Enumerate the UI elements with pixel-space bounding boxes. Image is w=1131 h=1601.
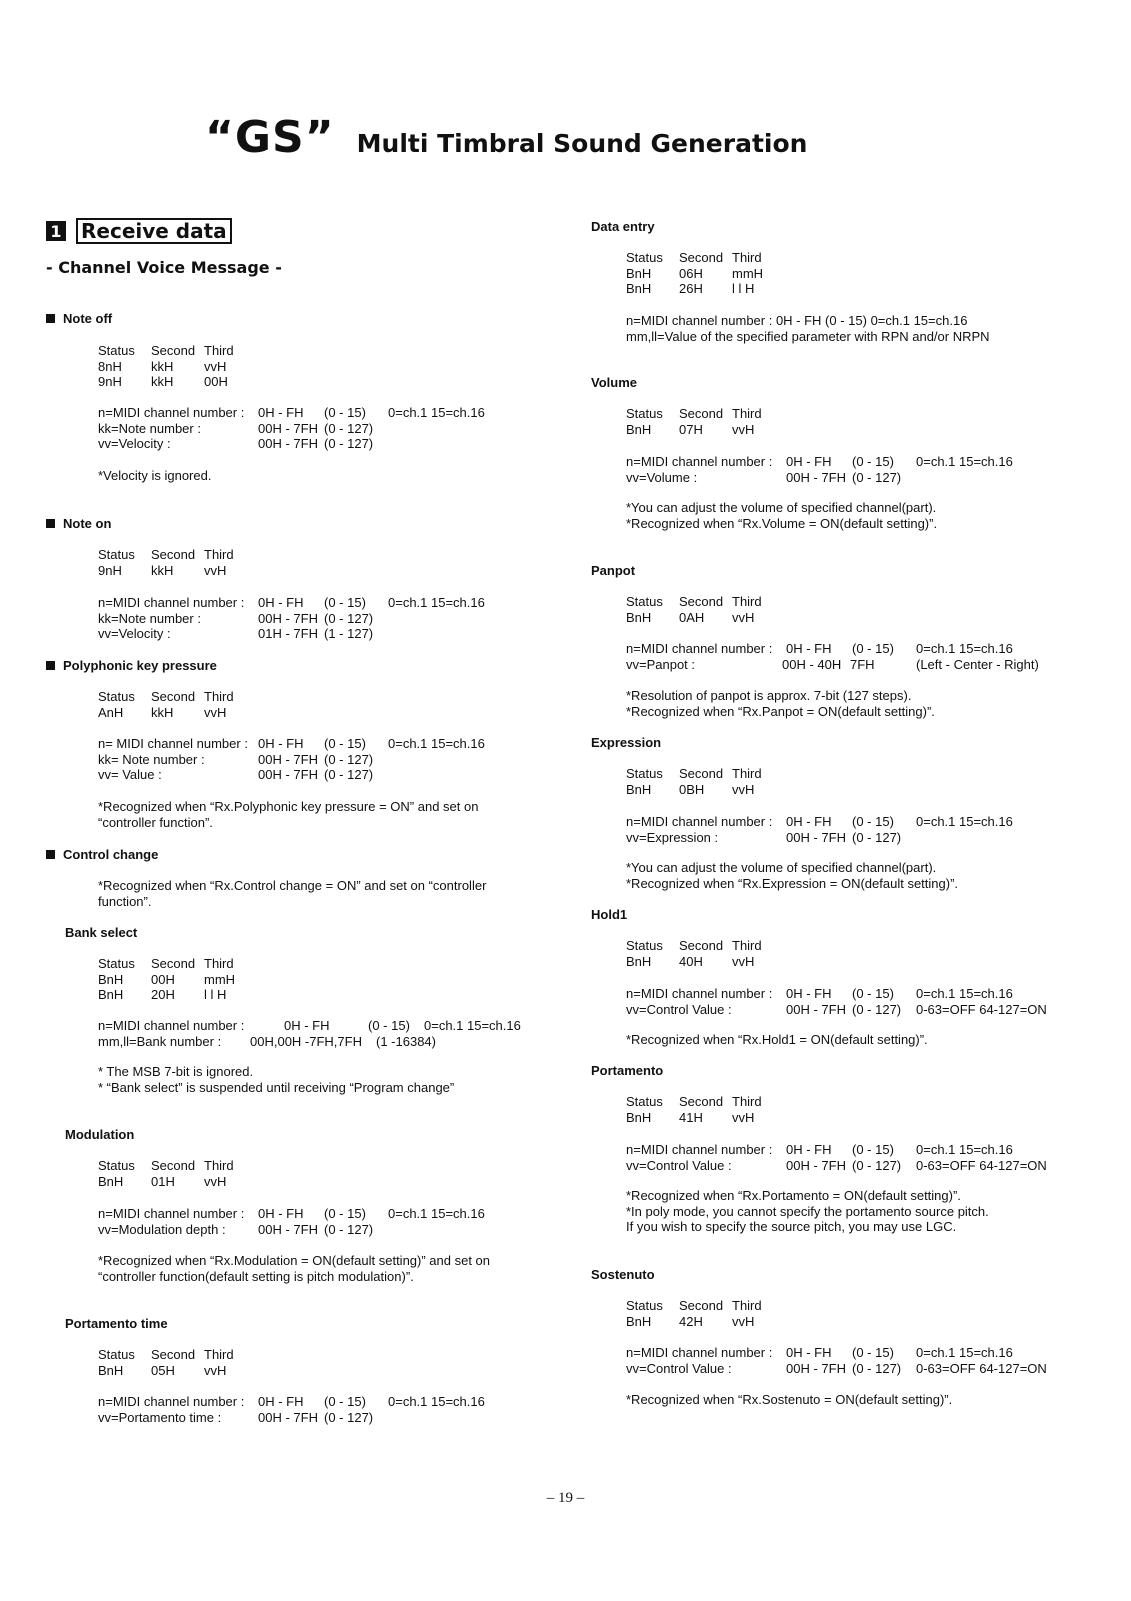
text-cell: BnH [626, 421, 652, 437]
text-cell: n=MIDI channel number : [626, 641, 773, 656]
text-cell: (0 - 127) [324, 420, 374, 436]
text-cell: Third [732, 594, 762, 609]
text-cell: 0=ch.1 15=ch.16 [916, 814, 1013, 829]
text-cell: (0 - 15) [852, 814, 894, 829]
ranges-bank-select [98, 1018, 521, 1049]
text-cell: 9nH [98, 562, 122, 578]
table-sostenuto [626, 1298, 762, 1329]
text-cell: 00H - 7FH [258, 436, 318, 451]
text-cell: 0H - FH [284, 1018, 330, 1033]
text-cell: Note on [63, 516, 112, 531]
text-cell: 00H [204, 374, 228, 389]
text-cell: Second [151, 547, 196, 562]
text-cell: Third [732, 406, 762, 421]
text-cell: 00H - 7FH [258, 420, 318, 436]
text-cell: n= MIDI channel number : [98, 736, 248, 751]
text-cell: vv=Velocity : [98, 436, 171, 451]
text-cell: Second [151, 956, 196, 971]
text-cell: 0=ch.1 15=ch.16 [388, 595, 485, 610]
text-cell: *In poly mode, you cannot specify the portamento source pitch. [626, 1203, 989, 1219]
text-cell: (0 - 127) [324, 767, 374, 782]
heading-bank-select: Bank select [65, 925, 138, 940]
text-cell: vvH [204, 704, 227, 720]
text-cell: 0=ch.1 15=ch.16 [916, 641, 1013, 656]
table-modulation [98, 1158, 234, 1189]
ranges-modulation [98, 1206, 485, 1237]
text-cell: 0=ch.1 15=ch.16 [388, 736, 485, 751]
text-cell: 05H [151, 1362, 175, 1378]
text-cell: Third [732, 938, 762, 953]
text-cell: 20H [151, 987, 175, 1002]
table-hold1 [626, 938, 762, 969]
text-cell: 0H - FH [258, 1206, 304, 1221]
text-cell: (0 - 127) [324, 1409, 374, 1425]
text-cell: Third [732, 1094, 762, 1109]
text-cell: Status [98, 689, 135, 704]
ranges-sostenuto [626, 1345, 1047, 1376]
section-title: Receive data [76, 218, 232, 244]
text-cell: (0 - 15) [852, 986, 894, 1001]
text-cell: Third [732, 250, 762, 265]
text-cell: 00H,00H -7FH,7FH [250, 1033, 362, 1049]
text-cell: vv=Portamento time : [98, 1409, 222, 1425]
text-cell: Status [626, 250, 663, 265]
text-cell: n=MIDI channel number : [98, 595, 245, 610]
text-cell: kk=Note number : [98, 420, 201, 436]
text-cell: BnH [626, 781, 652, 797]
text-cell: Note off [63, 311, 113, 326]
text-cell: 0-63=OFF 64-127=ON [916, 1001, 1047, 1017]
text-cell: vvH [732, 609, 755, 625]
text-cell: mmH [204, 971, 236, 987]
text-cell: 9nH [98, 374, 122, 389]
text-cell: Second [151, 689, 196, 704]
text-cell: Second [679, 406, 724, 421]
text-cell: Status [626, 766, 663, 781]
note-poly-pressure [98, 799, 478, 830]
text-cell: 00H - 7FH [786, 1157, 846, 1173]
text-cell: BnH [626, 1313, 652, 1329]
text-cell: (0 - 127) [324, 436, 374, 451]
text-cell: vv=Velocity : [98, 626, 171, 641]
text-cell: *Recognized when “Rx.Modulation = ON(default setting)” and set on [98, 1253, 491, 1268]
table-note-on [98, 547, 234, 578]
text-cell: *You can adjust the volume of specified channel(part). [626, 860, 937, 875]
text-cell: 00H - 7FH [258, 767, 318, 782]
text-cell: 0H - FH [786, 986, 832, 1001]
text-cell: Third [204, 1158, 234, 1173]
text-cell: *Recognized when “Rx.Hold1 = ON(default setting)”. [626, 1032, 928, 1047]
text-cell: * “Bank select” is suspended until receiving “Program change” [98, 1079, 455, 1095]
text-cell: vv=Modulation depth : [98, 1221, 226, 1237]
text-cell: 00H - 7FH [786, 829, 846, 845]
text-cell: (0 - 15) [324, 1206, 366, 1221]
text-cell: (0 - 15) [368, 1018, 410, 1033]
text-cell: (0 - 127) [324, 610, 374, 626]
text-cell: *Recognized when “Rx.Control change = ON” and set on “controller [98, 878, 487, 893]
title-text: Multi Timbral Sound Generation [356, 129, 808, 158]
text-cell: 0H - FH [258, 1394, 304, 1409]
text-cell: (Left - Center - Right) [916, 656, 1039, 672]
text-cell: 00H - 7FH [786, 1360, 846, 1376]
text-cell: vvH [732, 421, 755, 437]
text-cell: Second [151, 1347, 196, 1362]
text-cell: l l H [732, 281, 755, 296]
text-cell: 0=ch.1 15=ch.16 [916, 986, 1013, 1001]
text-cell: Third [732, 1298, 762, 1313]
text-cell: *You can adjust the volume of specified channel(part). [626, 500, 937, 515]
text-cell: n=MIDI channel number : [98, 1394, 245, 1409]
text-cell: 00H - 7FH [258, 1221, 318, 1237]
text-cell: (0 - 127) [852, 469, 902, 485]
ranges-note-off [98, 405, 485, 452]
text-cell: 0=ch.1 15=ch.16 [388, 405, 485, 420]
text-cell: function”. [98, 893, 152, 909]
text-cell: 0AH [679, 609, 705, 625]
note-sostenuto [626, 1392, 952, 1408]
text-cell: 8nH [98, 358, 122, 374]
text-cell: *Velocity is ignored. [98, 468, 212, 483]
heading-sostenuto: Sostenuto [591, 1267, 655, 1282]
bullet-square-icon [46, 519, 55, 528]
text-cell: “controller function”. [98, 814, 213, 830]
text-cell: Status [626, 1094, 663, 1109]
text-cell: n=MIDI channel number : [98, 1206, 245, 1221]
table-bank-select [98, 956, 235, 1003]
text-cell: Second [151, 1158, 196, 1173]
text-cell: vvH [732, 1109, 755, 1125]
text-cell: *Recognized when “Rx.Expression = ON(default setting)”. [626, 875, 959, 891]
text-cell: Status [98, 1347, 135, 1362]
text-cell: (0 - 15) [324, 736, 366, 751]
text-cell: 0H - FH [786, 454, 832, 469]
note-modulation [98, 1253, 490, 1284]
table-note-off [98, 343, 234, 390]
text-cell: BnH [98, 987, 124, 1002]
ranges-expression [626, 814, 1013, 845]
text-cell: vv=Control Value : [626, 1001, 732, 1017]
text-cell: 00H - 7FH [786, 1001, 846, 1017]
text-cell: vvH [204, 562, 227, 578]
text-cell: n=MIDI channel number : [98, 405, 245, 420]
text-cell: 01H [151, 1173, 175, 1189]
text-cell: (0 - 127) [324, 1221, 374, 1237]
note-control-change [98, 878, 486, 909]
text-cell: Second [679, 1094, 724, 1109]
heading-portamento: Portamento [591, 1063, 664, 1078]
text-cell: Second [679, 1298, 724, 1313]
text-cell: kkH [151, 358, 174, 374]
page-number: – 19 – [546, 1490, 585, 1506]
text-cell: 0BH [679, 781, 705, 797]
note-portamento [626, 1188, 989, 1235]
text-cell: mm,ll=Bank number : [98, 1033, 222, 1049]
text-cell: 00H - 40H [782, 656, 842, 672]
heading-note-off [46, 311, 112, 326]
text-cell: 07H [679, 421, 703, 437]
text-cell: 0H - FH [258, 595, 304, 610]
text-cell: 0H - FH [258, 736, 304, 751]
text-cell: 0=ch.1 15=ch.16 [916, 454, 1013, 469]
text-cell: BnH [626, 265, 652, 281]
lines-data-entry [626, 313, 990, 344]
text-cell: kkH [151, 704, 174, 720]
text-cell: (1 - 127) [324, 626, 374, 641]
text-cell: (0 - 15) [324, 405, 366, 420]
text-cell: BnH [98, 1173, 124, 1189]
text-cell: 00H - 7FH [258, 751, 318, 767]
heading-data-entry: Data entry [591, 219, 655, 234]
text-cell: * The MSB 7-bit is ignored. [98, 1064, 254, 1079]
subtitle: - Channel Voice Message - [46, 258, 282, 277]
text-cell: Third [732, 766, 762, 781]
note-note-off [98, 468, 211, 484]
text-cell: 0=ch.1 15=ch.16 [388, 1206, 485, 1221]
bullet-square-icon [46, 661, 55, 670]
text-cell: Third [204, 689, 234, 704]
text-cell: *Recognized when “Rx.Sostenuto = ON(default setting)”. [626, 1392, 953, 1407]
text-cell: BnH [626, 609, 652, 625]
text-cell: kkH [151, 374, 174, 389]
text-cell: BnH [626, 953, 652, 969]
text-cell: (0 - 15) [852, 1142, 894, 1157]
text-cell: *Recognized when “Rx.Polyphonic key pressure = ON” and set on [98, 799, 479, 814]
text-cell: vv=Control Value : [626, 1157, 732, 1173]
text-cell: 0=ch.1 15=ch.16 [916, 1345, 1013, 1360]
text-cell: n=MIDI channel number : 0H - FH (0 - 15) 0=ch.1 15=ch.16 [626, 313, 968, 328]
text-cell: 00H - 7FH [786, 469, 846, 485]
text-cell: (0 - 127) [852, 1157, 902, 1173]
text-cell: If you wish to specify the source pitch, you may use LGC. [626, 1219, 957, 1234]
text-cell: (0 - 15) [852, 454, 894, 469]
heading-modulation: Modulation [65, 1127, 135, 1142]
text-cell: BnH [626, 281, 652, 296]
text-cell: vv=Panpot : [626, 656, 696, 672]
text-cell: n=MIDI channel number : [98, 1018, 245, 1033]
text-cell: 26H [679, 281, 703, 296]
text-cell: Status [626, 406, 663, 421]
title-gs: “GS” [205, 112, 335, 163]
section-number: 1 [46, 221, 66, 241]
text-cell: BnH [98, 1362, 124, 1378]
text-cell: 06H [679, 265, 703, 281]
text-cell: *Recognized when “Rx.Volume = ON(default setting)”. [626, 515, 938, 531]
text-cell: vv=Volume : [626, 469, 698, 485]
text-cell: 01H - 7FH [258, 626, 318, 641]
text-cell: (0 - 15) [324, 1394, 366, 1409]
text-cell: 00H [151, 971, 175, 987]
text-cell: n=MIDI channel number : [626, 814, 773, 829]
text-cell: vv=Control Value : [626, 1360, 732, 1376]
heading-hold1: Hold1 [591, 907, 628, 922]
text-cell: (0 - 127) [852, 1001, 902, 1017]
ranges-volume [626, 454, 1013, 485]
text-cell: BnH [98, 971, 124, 987]
text-cell: (1 -16384) [376, 1033, 436, 1049]
text-cell: 0H - FH [258, 405, 304, 420]
text-cell: *Recognized when “Rx.Panpot = ON(default setting)”. [626, 703, 935, 719]
heading-note-on [46, 516, 111, 531]
text-cell: 40H [679, 953, 703, 969]
table-data-entry [626, 250, 763, 297]
text-cell: 0=ch.1 15=ch.16 [424, 1018, 521, 1033]
text-cell: Third [204, 956, 234, 971]
text-cell: (0 - 127) [852, 1360, 902, 1376]
text-cell: *Resolution of panpot is approx. 7-bit (127 steps). [626, 688, 912, 703]
text-cell: AnH [98, 704, 124, 720]
text-cell: *Recognized when “Rx.Portamento = ON(default setting)”. [626, 1188, 961, 1203]
ranges-portamento-time [98, 1394, 485, 1425]
text-cell: Status [98, 547, 135, 562]
text-cell: Status [98, 1158, 135, 1173]
text-cell: Status [626, 1298, 663, 1313]
text-cell: Second [679, 938, 724, 953]
text-cell: vv=Expression : [626, 829, 719, 845]
text-cell: mmH [732, 265, 764, 281]
text-cell: 0H - FH [786, 641, 832, 656]
heading-poly-pressure [46, 658, 217, 673]
text-cell: 0=ch.1 15=ch.16 [916, 1142, 1013, 1157]
text-cell: Second [679, 250, 724, 265]
text-cell: Third [204, 343, 234, 358]
text-cell: Status [626, 938, 663, 953]
text-cell: mm,ll=Value of the specified parameter with RPN and/or NRPN [626, 328, 990, 344]
text-cell: “controller function(default setting is pitch modulation)”. [98, 1268, 414, 1284]
ranges-hold1 [626, 986, 1047, 1017]
text-cell: vvH [732, 953, 755, 969]
text-cell: Control change [63, 847, 159, 862]
bullet-square-icon [46, 314, 55, 323]
ranges-note-on [98, 595, 485, 642]
text-cell: (0 - 127) [852, 829, 902, 845]
text-cell: 0H - FH [786, 1345, 832, 1360]
heading-control-change [46, 847, 158, 862]
text-cell: Status [98, 343, 135, 358]
text-cell: Third [204, 1347, 234, 1362]
bullet-square-icon [46, 850, 55, 859]
table-expression [626, 766, 762, 797]
table-volume [626, 406, 762, 437]
text-cell: Second [151, 343, 196, 358]
heading-expression: Expression [591, 735, 662, 750]
heading-portamento-time: Portamento time [65, 1316, 168, 1331]
note-bank-select [98, 1064, 454, 1095]
ranges-portamento [626, 1142, 1047, 1173]
page-title [205, 112, 807, 163]
text-cell: n=MIDI channel number : [626, 1142, 773, 1157]
text-cell: vvH [204, 1173, 227, 1189]
text-cell: vvH [204, 358, 227, 374]
text-cell: 0H - FH [786, 1142, 832, 1157]
heading-panpot: Panpot [591, 563, 636, 578]
note-expression [626, 860, 958, 891]
text-cell: n=MIDI channel number : [626, 454, 773, 469]
table-portamento-time [98, 1347, 234, 1378]
text-cell: (0 - 15) [852, 641, 894, 656]
text-cell: 42H [679, 1313, 703, 1329]
text-cell: (0 - 15) [852, 1345, 894, 1360]
text-cell: 0H - FH [786, 814, 832, 829]
heading-volume: Volume [591, 375, 637, 390]
text-cell: Polyphonic key pressure [63, 658, 217, 673]
ranges-panpot [626, 641, 1039, 672]
table-panpot [626, 594, 762, 625]
text-cell: vvH [732, 1313, 755, 1329]
section-header [46, 218, 232, 244]
text-cell: Status [98, 956, 135, 971]
table-poly-pressure [98, 689, 234, 720]
text-cell: n=MIDI channel number : [626, 1345, 773, 1360]
text-cell: Second [679, 766, 724, 781]
text-cell: (0 - 127) [324, 751, 374, 767]
text-cell: 00H - 7FH [258, 1409, 318, 1425]
text-cell: 0-63=OFF 64-127=ON [916, 1157, 1047, 1173]
note-hold1 [626, 1032, 928, 1048]
note-panpot [626, 688, 935, 719]
text-cell: Second [679, 594, 724, 609]
text-cell: BnH [626, 1109, 652, 1125]
table-portamento [626, 1094, 762, 1125]
text-cell: 00H - 7FH [258, 610, 318, 626]
text-cell: kk= Note number : [98, 751, 205, 767]
text-cell: vvH [732, 781, 755, 797]
text-cell: n=MIDI channel number : [626, 986, 773, 1001]
text-cell: 7FH [850, 656, 875, 672]
text-cell: Status [626, 594, 663, 609]
text-cell: 0=ch.1 15=ch.16 [388, 1394, 485, 1409]
text-cell: l l H [204, 987, 227, 1002]
note-volume [626, 500, 937, 531]
ranges-poly-pressure [98, 736, 485, 783]
text-cell: 41H [679, 1109, 703, 1125]
text-cell: kk=Note number : [98, 610, 201, 626]
text-cell: kkH [151, 562, 174, 578]
text-cell: vvH [204, 1362, 227, 1378]
text-cell: Third [204, 547, 234, 562]
text-cell: 0-63=OFF 64-127=ON [916, 1360, 1047, 1376]
text-cell: vv= Value : [98, 767, 162, 782]
text-cell: (0 - 15) [324, 595, 366, 610]
